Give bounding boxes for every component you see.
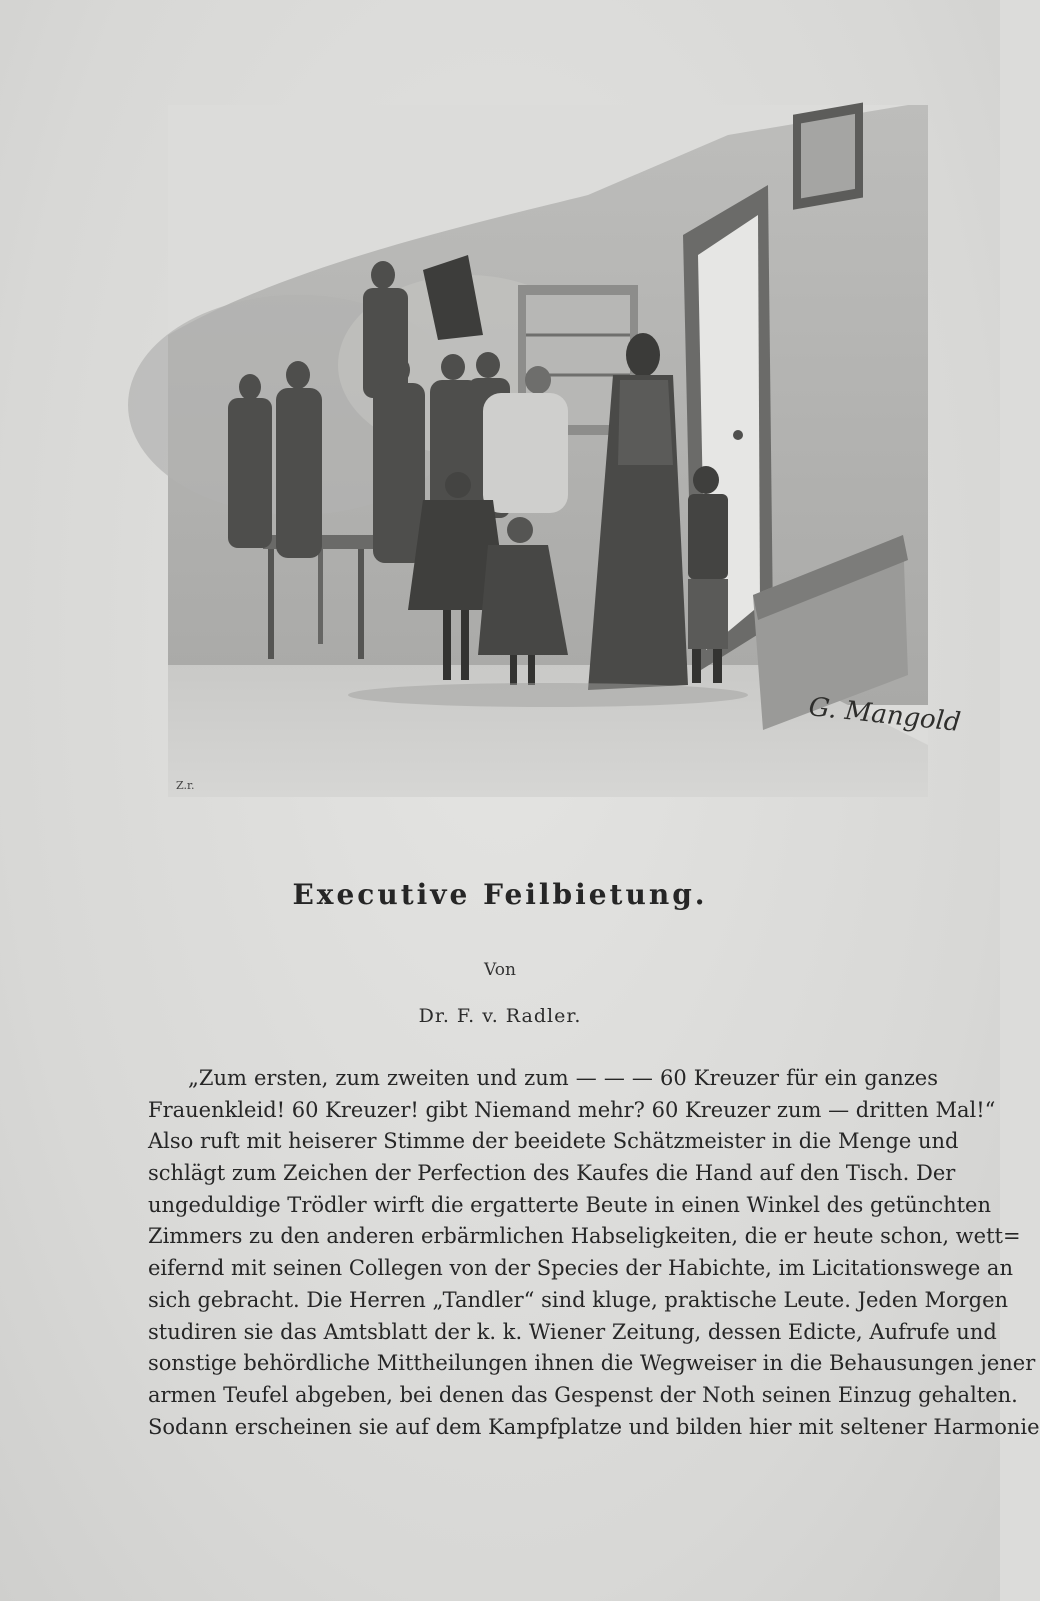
- text-line: ungeduldige Trödler wirft die ergatterte Beute in einen Winkel des getünchten: [148, 1192, 991, 1217]
- text-line: Frauenkleid! 60 Kreuzer! gibt Niemand mehr? 60 Kreuzer zum — dritten Mal!“: [148, 1097, 996, 1122]
- text-line: sonstige behördliche Mittheilungen ihnen die Wegweiser in die Behausungen jener: [148, 1351, 1036, 1376]
- article-title: Executive Feilbietung.: [292, 878, 708, 911]
- text-line: Zimmers zu den anderen erbärmlichen Habseligkeiten, die er heute schon, wett=: [148, 1224, 1021, 1249]
- text-line: „Zum ersten, zum zweiten und zum — — — 60 Kreuzer für ein ganzes: [188, 1066, 938, 1090]
- text-line: Also ruft mit heiserer Stimme der beeidete Schätzmeister in die Menge und: [148, 1129, 959, 1154]
- text-line: sich gebracht. Die Herren „Tandler“ sind kluge, praktische Leute. Jeden Morgen: [148, 1287, 1009, 1312]
- text-line: armen Teufel abgeben, bei denen das Gespenst der Noth seinen Einzug gehalten.: [148, 1382, 1018, 1407]
- article-body: [148, 1063, 1040, 1443]
- artist-signature: G. Mangold: [807, 692, 963, 738]
- author-name: Dr. F. v. Radler.: [418, 1005, 582, 1027]
- engraver-mark: Z.r.: [176, 779, 195, 792]
- byline-word: Von: [484, 960, 516, 980]
- text-line: Sodann erscheinen sie auf dem Kampfplatze und bilden hier mit seltener Harmonie: [148, 1414, 1040, 1439]
- text-line: schlägt zum Zeichen der Perfection des Kaufes die Hand auf den Tisch. Der: [148, 1161, 956, 1186]
- text-line: eifernd mit seinen Collegen von der Species der Habichte, im Licitationswege an: [148, 1256, 1013, 1281]
- text-line: studiren sie das Amtsblatt der k. k. Wiener Zeitung, dessen Edicte, Aufrufe und: [148, 1319, 997, 1344]
- auction-illustration: [168, 105, 963, 797]
